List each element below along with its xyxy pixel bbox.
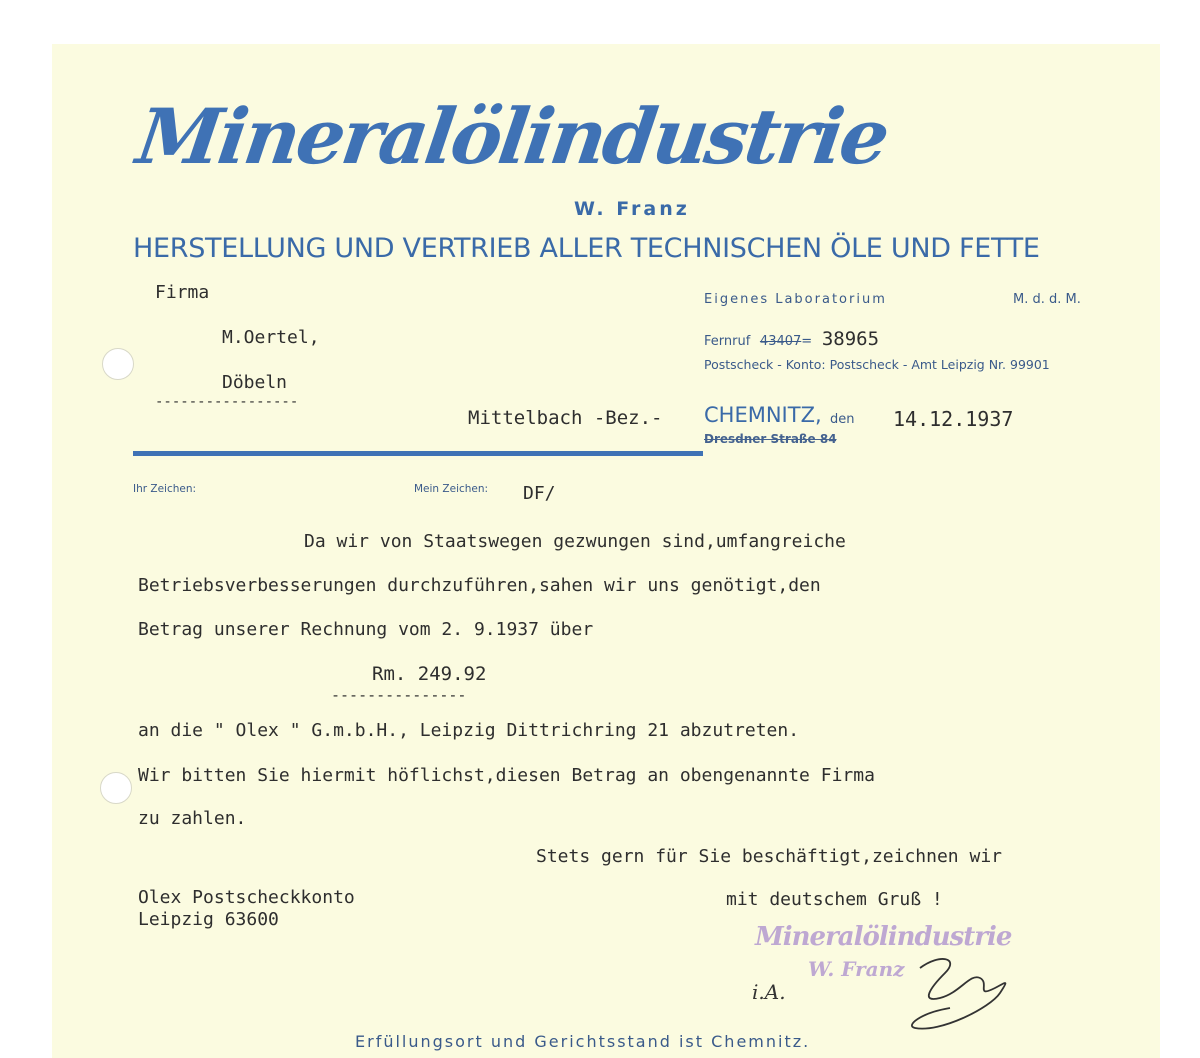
footer-jurisdiction: Erfüllungsort und Gerichtsstand ist Chemnitz. <box>355 1032 811 1051</box>
phone-label: Fernruf <box>704 334 751 349</box>
handwritten-signature <box>900 948 1020 1038</box>
mein-zeichen-value: DF/ <box>523 483 556 504</box>
laboratory-label: Eigenes Laboratorium <box>704 292 887 307</box>
closing-line-2: mit deutschem Gruß ! <box>726 889 943 910</box>
place: Mittelbach -Bez.- <box>468 407 663 429</box>
account-line-1: Olex Postscheckkonto <box>138 887 355 908</box>
recipient-city: Döbeln <box>222 372 288 393</box>
body-line-6: zu zahlen. <box>138 808 247 829</box>
membership-label: M. d. d. M. <box>1013 292 1081 307</box>
company-tagline: HERSTELLUNG UND VERTRIEB ALLER TECHNISCHEN ÖLE UND FETTE <box>133 233 1040 264</box>
company-stamp-owner: W. Franz <box>808 957 905 981</box>
phone-old-number: 43407 <box>759 334 802 349</box>
den-label: den <box>830 412 855 427</box>
company-stamp-name: Mineralölindustrie <box>755 922 1012 952</box>
city-chemnitz: CHEMNITZ, <box>704 403 822 427</box>
closing-line-1: Stets gern für Sie beschäftigt,zeichnen wir <box>536 846 1002 867</box>
mein-zeichen-label: Mein Zeichen: <box>414 483 489 495</box>
letter-date: 14.12.1937 <box>893 407 1014 431</box>
body-line-5: Wir bitten Sie hiermit höflichst,diesen Betrag an obengenannte Firma <box>138 765 875 786</box>
signature-ipa: i.A. <box>752 980 786 1004</box>
body-line-3: Betrag unserer Rechnung vom 2. 9.1937 über <box>138 619 594 640</box>
postcheck-account: Postscheck - Konto: Postscheck - Amt Leipzig Nr. 99901 <box>704 357 1050 372</box>
amount-underline: --------------- <box>331 686 467 704</box>
company-logo: Mineralölindustrie <box>131 92 893 181</box>
body-line-4: an die " Olex " G.m.b.H., Leipzig Dittrichring 21 abzutreten. <box>138 720 800 741</box>
phone-new-number: 38965 <box>821 328 880 350</box>
header-rule <box>133 451 703 456</box>
recipient-firma: Firma <box>155 282 210 303</box>
body-line-2: Betriebsverbesserungen durchzuführen,sahen wir uns genötigt,den <box>138 575 821 596</box>
invoice-amount: Rm. 249.92 <box>372 663 487 685</box>
phone-line <box>704 328 879 350</box>
recipient-name: M.Oertel, <box>222 327 320 348</box>
body-line-1: Da wir von Staatswegen gezwungen sind,umfangreiche <box>304 531 846 552</box>
phone-equals: = <box>801 334 813 349</box>
punch-hole-bottom <box>100 772 132 804</box>
account-line-2: Leipzig 63600 <box>138 909 279 930</box>
recipient-underline: ----------------- <box>155 394 299 410</box>
ihr-zeichen-label: Ihr Zeichen: <box>133 483 197 495</box>
company-owner: W. Franz <box>574 198 690 220</box>
struck-street: Dresdner Straße 84 <box>704 432 837 446</box>
punch-hole-top <box>102 348 134 380</box>
